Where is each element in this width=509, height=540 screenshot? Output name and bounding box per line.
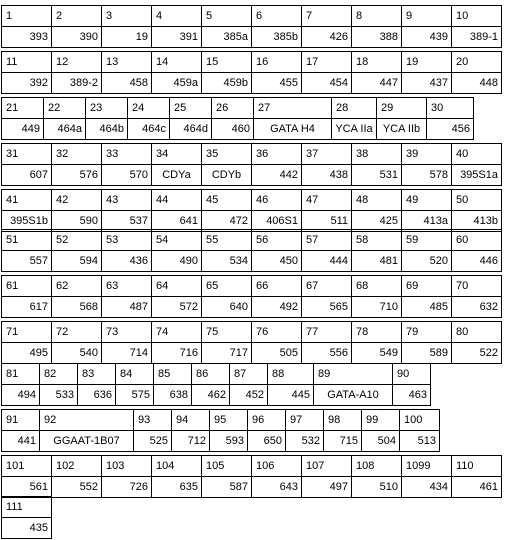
marker-block <box>1 275 502 318</box>
marker-number-cell: 5 <box>202 6 252 27</box>
marker-number-cell: 84 <box>116 364 154 385</box>
marker-number-cell: 83 <box>78 364 116 385</box>
marker-value-row <box>2 251 502 272</box>
marker-value-cell: 552 <box>52 477 102 498</box>
marker-value-cell: 448 <box>452 73 502 94</box>
marker-value-cell: 446 <box>452 251 502 272</box>
marker-number-cell: 74 <box>152 322 202 343</box>
marker-value-cell: 561 <box>2 477 52 498</box>
marker-value-cell: 715 <box>324 431 362 452</box>
marker-value-row <box>2 431 440 452</box>
marker-number-cell: 62 <box>52 276 102 297</box>
marker-number-cell: 88 <box>268 364 314 385</box>
marker-value-row <box>2 343 502 364</box>
marker-block <box>1 229 502 272</box>
marker-number-cell: 61 <box>2 276 52 297</box>
marker-number-cell: 58 <box>352 230 402 251</box>
marker-value-cell: 385a <box>202 27 252 48</box>
marker-value-row <box>2 518 52 539</box>
marker-value-cell: 578 <box>402 165 452 186</box>
marker-number-cell: 16 <box>252 52 302 73</box>
marker-number-cell: 43 <box>102 190 152 211</box>
marker-value-cell: 481 <box>352 251 402 272</box>
marker-value-cell: 557 <box>2 251 52 272</box>
marker-value-cell: 395S1b <box>2 211 52 232</box>
marker-number-row <box>2 322 502 343</box>
marker-number-cell: 14 <box>152 52 202 73</box>
marker-number-cell: 93 <box>134 410 172 431</box>
marker-block <box>1 455 502 498</box>
marker-number-cell: 17 <box>302 52 352 73</box>
marker-value-cell: 461 <box>452 477 502 498</box>
marker-value-cell: 568 <box>52 297 102 318</box>
marker-number-cell: 77 <box>302 322 352 343</box>
marker-number-cell: 25 <box>170 98 212 119</box>
marker-value-cell: 389-1 <box>452 27 502 48</box>
marker-value-cell: 635 <box>152 477 202 498</box>
marker-number-cell: 48 <box>352 190 402 211</box>
marker-number-cell: 59 <box>402 230 452 251</box>
marker-value-row <box>2 27 502 48</box>
marker-number-cell: 107 <box>302 456 352 477</box>
marker-value-cell: 556 <box>302 343 352 364</box>
marker-number-cell: 100 <box>400 410 440 431</box>
marker-value-cell: 385b <box>252 27 302 48</box>
marker-value-cell: 459b <box>202 73 252 94</box>
marker-number-cell: 26 <box>212 98 254 119</box>
marker-number-cell: 23 <box>86 98 128 119</box>
marker-value-cell: 441 <box>2 431 40 452</box>
marker-number-cell: 57 <box>302 230 352 251</box>
marker-number-row <box>2 364 431 385</box>
marker-value-cell: 460 <box>212 119 254 140</box>
marker-value-cell: 513 <box>400 431 440 452</box>
marker-block <box>1 496 52 539</box>
marker-value-cell: 434 <box>402 477 452 498</box>
marker-number-cell: 111 <box>2 497 52 518</box>
marker-number-cell: 34 <box>152 144 202 165</box>
marker-value-cell: 572 <box>152 297 202 318</box>
marker-number-cell: 7 <box>302 6 352 27</box>
marker-value-cell: 464c <box>128 119 170 140</box>
marker-value-cell: 494 <box>2 385 40 406</box>
marker-value-cell: 726 <box>102 477 152 498</box>
marker-block <box>1 143 502 186</box>
marker-block <box>1 5 502 48</box>
marker-number-cell: 66 <box>252 276 302 297</box>
marker-value-cell: 594 <box>52 251 102 272</box>
marker-value-cell: 413b <box>452 211 502 232</box>
marker-number-cell: 36 <box>252 144 302 165</box>
marker-value-cell: 456 <box>427 119 474 140</box>
marker-number-cell: 13 <box>102 52 152 73</box>
marker-number-cell: 86 <box>192 364 230 385</box>
marker-block <box>1 321 502 364</box>
marker-number-row <box>2 52 502 73</box>
marker-value-cell: 435 <box>2 518 52 539</box>
marker-value-cell: 717 <box>202 343 252 364</box>
marker-value-cell: 532 <box>286 431 324 452</box>
marker-number-cell: 53 <box>102 230 152 251</box>
marker-value-cell: 638 <box>154 385 192 406</box>
marker-value-cell: 459a <box>152 73 202 94</box>
marker-number-cell: 2 <box>52 6 102 27</box>
marker-value-cell: CDYa <box>152 165 202 186</box>
marker-number-cell: 39 <box>402 144 452 165</box>
marker-number-cell: 54 <box>152 230 202 251</box>
marker-value-cell: 587 <box>202 477 252 498</box>
marker-number-cell: 10 <box>452 6 502 27</box>
marker-value-cell: 492 <box>252 297 302 318</box>
marker-value-cell: 458 <box>102 73 152 94</box>
marker-number-cell: 31 <box>2 144 52 165</box>
marker-value-cell: 511 <box>302 211 352 232</box>
marker-number-cell: 21 <box>2 98 44 119</box>
marker-number-cell: 33 <box>102 144 152 165</box>
marker-number-cell: 91 <box>2 410 40 431</box>
marker-number-cell: 99 <box>362 410 400 431</box>
marker-value-cell: 463 <box>393 385 431 406</box>
marker-value-cell: 445 <box>268 385 314 406</box>
marker-number-cell: 98 <box>324 410 362 431</box>
marker-number-cell: 106 <box>252 456 302 477</box>
marker-number-cell: 64 <box>152 276 202 297</box>
marker-value-cell: 565 <box>302 297 352 318</box>
marker-number-cell: 27 <box>254 98 332 119</box>
marker-value-cell: 472 <box>202 211 252 232</box>
marker-value-cell: 497 <box>302 477 352 498</box>
marker-number-cell: 73 <box>102 322 152 343</box>
marker-number-cell: 4 <box>152 6 202 27</box>
marker-number-cell: 11 <box>2 52 52 73</box>
marker-number-cell: 68 <box>352 276 402 297</box>
marker-number-cell: 38 <box>352 144 402 165</box>
marker-value-cell: 444 <box>302 251 352 272</box>
marker-number-cell: 102 <box>52 456 102 477</box>
marker-number-cell: 65 <box>202 276 252 297</box>
marker-value-cell: GGAAT-1B07 <box>40 431 134 452</box>
marker-value-cell: 590 <box>52 211 102 232</box>
marker-number-cell: 82 <box>40 364 78 385</box>
marker-number-cell: 71 <box>2 322 52 343</box>
marker-value-row <box>2 165 502 186</box>
marker-value-cell: 464d <box>170 119 212 140</box>
marker-block <box>1 51 502 94</box>
marker-value-cell: 712 <box>172 431 210 452</box>
marker-value-cell: 641 <box>152 211 202 232</box>
marker-number-cell: 63 <box>102 276 152 297</box>
marker-value-cell: 442 <box>252 165 302 186</box>
marker-number-row <box>2 410 440 431</box>
marker-number-cell: 75 <box>202 322 252 343</box>
marker-number-cell: 90 <box>393 364 431 385</box>
marker-number-cell: 94 <box>172 410 210 431</box>
marker-value-cell: 575 <box>116 385 154 406</box>
marker-value-cell: 19 <box>102 27 152 48</box>
marker-number-cell: 1099 <box>402 456 452 477</box>
marker-number-cell: 3 <box>102 6 152 27</box>
marker-value-cell: 425 <box>352 211 402 232</box>
marker-value-cell: 426 <box>302 27 352 48</box>
marker-block <box>1 363 431 406</box>
marker-number-cell: 41 <box>2 190 52 211</box>
marker-number-cell: 15 <box>202 52 252 73</box>
marker-value-cell: CDYb <box>202 165 252 186</box>
marker-value-cell: 485 <box>402 297 452 318</box>
marker-number-cell: 29 <box>377 98 427 119</box>
marker-number-cell: 37 <box>302 144 352 165</box>
marker-value-cell: 520 <box>402 251 452 272</box>
marker-value-cell: YCA IIb <box>377 119 427 140</box>
marker-number-cell: 70 <box>452 276 502 297</box>
marker-value-cell: 495 <box>2 343 52 364</box>
marker-number-cell: 52 <box>52 230 102 251</box>
marker-number-cell: 105 <box>202 456 252 477</box>
marker-value-cell: 593 <box>210 431 248 452</box>
marker-value-cell: 540 <box>52 343 102 364</box>
marker-block <box>1 409 440 452</box>
marker-value-cell: 636 <box>78 385 116 406</box>
marker-value-cell: 534 <box>202 251 252 272</box>
marker-value-cell: 525 <box>134 431 172 452</box>
marker-number-row <box>2 456 502 477</box>
marker-number-cell: 96 <box>248 410 286 431</box>
marker-value-cell: 392 <box>2 73 52 94</box>
marker-number-cell: 85 <box>154 364 192 385</box>
marker-value-row <box>2 385 431 406</box>
marker-value-row <box>2 297 502 318</box>
marker-number-row <box>2 497 52 518</box>
marker-value-cell: 487 <box>102 297 152 318</box>
marker-number-cell: 97 <box>286 410 324 431</box>
marker-number-cell: 35 <box>202 144 252 165</box>
marker-value-cell: 437 <box>402 73 452 94</box>
marker-value-cell: 455 <box>252 73 302 94</box>
marker-value-cell: 454 <box>302 73 352 94</box>
marker-value-cell: 438 <box>302 165 352 186</box>
marker-value-cell: 390 <box>52 27 102 48</box>
marker-number-cell: 80 <box>452 322 502 343</box>
marker-number-cell: 110 <box>452 456 502 477</box>
marker-number-cell: 76 <box>252 322 302 343</box>
marker-number-cell: 87 <box>230 364 268 385</box>
marker-value-cell: 391 <box>152 27 202 48</box>
marker-block <box>1 97 474 140</box>
marker-number-cell: 89 <box>314 364 393 385</box>
marker-number-cell: 51 <box>2 230 52 251</box>
marker-number-cell: 69 <box>402 276 452 297</box>
marker-number-cell: 30 <box>427 98 474 119</box>
marker-value-cell: 462 <box>192 385 230 406</box>
marker-number-cell: 28 <box>332 98 377 119</box>
marker-number-cell: 72 <box>52 322 102 343</box>
marker-number-cell: 49 <box>402 190 452 211</box>
marker-number-cell: 6 <box>252 6 302 27</box>
marker-value-cell: 504 <box>362 431 400 452</box>
marker-value-cell: 436 <box>102 251 152 272</box>
marker-value-cell: 450 <box>252 251 302 272</box>
marker-number-cell: 101 <box>2 456 52 477</box>
marker-value-cell: 617 <box>2 297 52 318</box>
marker-value-cell: 710 <box>352 297 402 318</box>
marker-value-cell: 389-2 <box>52 73 102 94</box>
marker-number-cell: 67 <box>302 276 352 297</box>
marker-number-row <box>2 230 502 251</box>
marker-value-cell: 640 <box>202 297 252 318</box>
marker-value-cell: 570 <box>102 165 152 186</box>
marker-number-cell: 40 <box>452 144 502 165</box>
marker-block <box>1 189 502 232</box>
marker-number-cell: 8 <box>352 6 402 27</box>
marker-number-cell: 79 <box>402 322 452 343</box>
marker-value-cell: 393 <box>2 27 52 48</box>
marker-number-row <box>2 144 502 165</box>
marker-value-cell: 549 <box>352 343 402 364</box>
marker-number-cell: 60 <box>452 230 502 251</box>
marker-value-cell: 533 <box>40 385 78 406</box>
marker-number-cell: 32 <box>52 144 102 165</box>
marker-value-cell: 607 <box>2 165 52 186</box>
marker-number-cell: 44 <box>152 190 202 211</box>
marker-value-cell: GATA-A10 <box>314 385 393 406</box>
marker-value-cell: 714 <box>102 343 152 364</box>
marker-value-cell: 464b <box>86 119 128 140</box>
marker-number-cell: 78 <box>352 322 402 343</box>
marker-value-cell: 510 <box>352 477 402 498</box>
marker-number-cell: 55 <box>202 230 252 251</box>
marker-value-cell: 716 <box>152 343 202 364</box>
marker-value-cell: 413a <box>402 211 452 232</box>
marker-number-cell: 103 <box>102 456 152 477</box>
marker-number-row <box>2 190 502 211</box>
marker-value-cell: 650 <box>248 431 286 452</box>
marker-value-cell: 447 <box>352 73 402 94</box>
marker-number-cell: 47 <box>302 190 352 211</box>
marker-number-row <box>2 98 474 119</box>
marker-number-cell: 24 <box>128 98 170 119</box>
marker-value-cell: 449 <box>2 119 44 140</box>
marker-value-cell: 522 <box>452 343 502 364</box>
marker-value-cell: 589 <box>402 343 452 364</box>
marker-value-cell: 531 <box>352 165 402 186</box>
marker-value-cell: 576 <box>52 165 102 186</box>
marker-number-cell: 108 <box>352 456 402 477</box>
marker-value-cell: 643 <box>252 477 302 498</box>
marker-number-cell: 12 <box>52 52 102 73</box>
marker-number-cell: 9 <box>402 6 452 27</box>
marker-number-cell: 95 <box>210 410 248 431</box>
marker-number-cell: 19 <box>402 52 452 73</box>
marker-number-cell: 22 <box>44 98 86 119</box>
marker-number-cell: 1 <box>2 6 52 27</box>
marker-number-cell: 50 <box>452 190 502 211</box>
marker-number-row <box>2 6 502 27</box>
marker-value-cell: YCA IIa <box>332 119 377 140</box>
marker-number-cell: 56 <box>252 230 302 251</box>
marker-number-cell: 42 <box>52 190 102 211</box>
marker-number-cell: 81 <box>2 364 40 385</box>
marker-value-cell: 464a <box>44 119 86 140</box>
marker-number-cell: 45 <box>202 190 252 211</box>
marker-value-row <box>2 477 502 498</box>
marker-number-row <box>2 276 502 297</box>
marker-number-cell: 20 <box>452 52 502 73</box>
marker-value-cell: 537 <box>102 211 152 232</box>
marker-value-cell: 388 <box>352 27 402 48</box>
marker-value-row <box>2 119 474 140</box>
marker-number-cell: 92 <box>40 410 134 431</box>
marker-value-cell: 395S1a <box>452 165 502 186</box>
marker-number-cell: 46 <box>252 190 302 211</box>
marker-number-cell: 18 <box>352 52 402 73</box>
marker-value-row <box>2 73 502 94</box>
marker-value-cell: 406S1 <box>252 211 302 232</box>
marker-value-cell: GATA H4 <box>254 119 332 140</box>
marker-value-cell: 490 <box>152 251 202 272</box>
marker-value-cell: 632 <box>452 297 502 318</box>
marker-value-cell: 452 <box>230 385 268 406</box>
marker-value-cell: 439 <box>402 27 452 48</box>
marker-value-cell: 505 <box>252 343 302 364</box>
marker-number-cell: 104 <box>152 456 202 477</box>
